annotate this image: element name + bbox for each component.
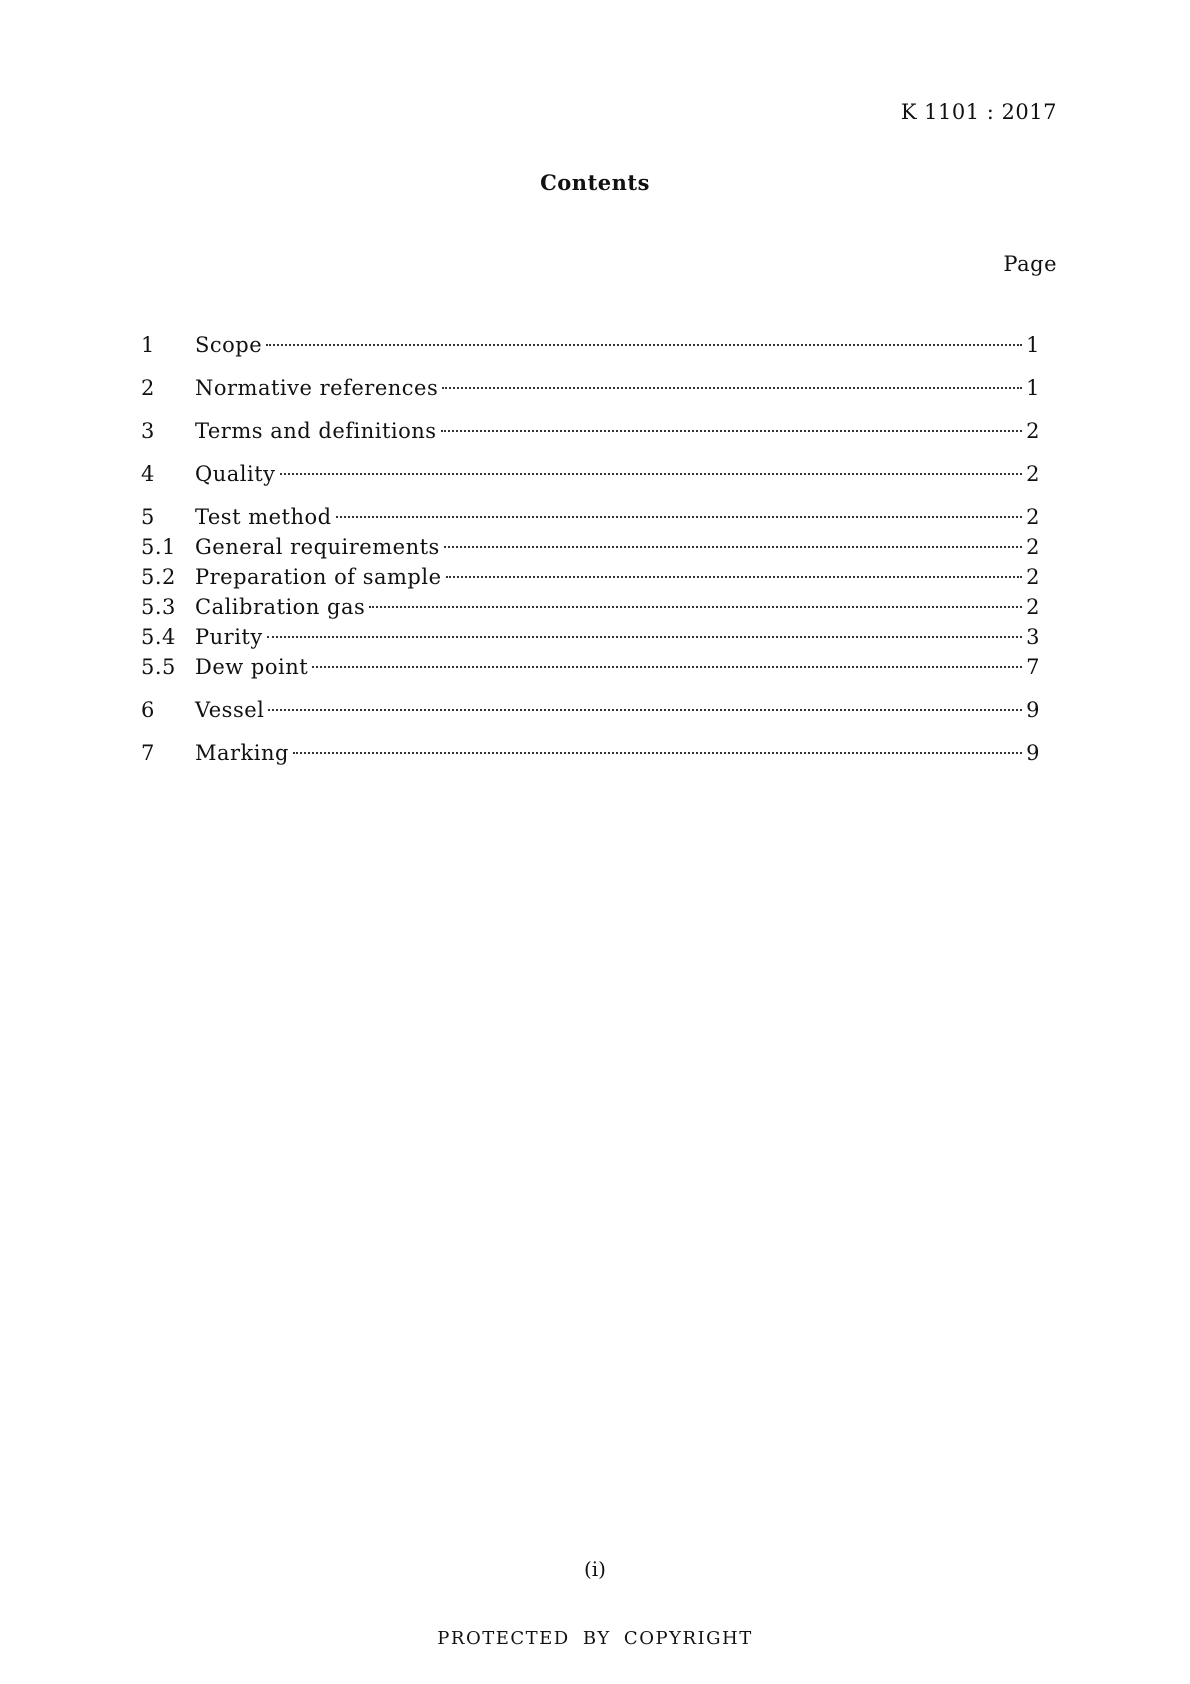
page-column-label: Page — [1003, 252, 1057, 276]
toc-entry-vessel[interactable] — [141, 695, 1040, 725]
toc-entry-page: 2 — [1026, 565, 1040, 589]
dot-leader — [446, 576, 1022, 578]
toc-entry-calibration-gas[interactable] — [141, 592, 1040, 622]
toc-entry-page: 7 — [1026, 655, 1040, 679]
toc-entry-page: 1 — [1026, 376, 1040, 400]
toc-entry-scope[interactable] — [141, 330, 1040, 360]
dot-leader — [280, 473, 1023, 475]
toc-entry-number: 2 — [141, 376, 155, 400]
toc-entry-title: Preparation of sample — [195, 565, 442, 589]
toc-entry-page: 2 — [1026, 505, 1040, 529]
toc-entry-number: 6 — [141, 698, 155, 722]
page-number: (i) — [583, 1557, 606, 1581]
dot-leader — [266, 344, 1022, 346]
toc-entry-test-method[interactable] — [141, 502, 1040, 532]
toc-entry-normative-references[interactable] — [141, 373, 1040, 403]
toc-entry-page: 2 — [1026, 595, 1040, 619]
toc-entry-number: 1 — [141, 333, 155, 357]
toc-entry-number: 4 — [141, 462, 155, 486]
toc-entry-title: Purity — [195, 625, 263, 649]
toc-entry-purity[interactable] — [141, 622, 1040, 652]
dot-leader — [444, 546, 1022, 548]
toc-entry-page: 9 — [1026, 698, 1040, 722]
toc-entry-general-requirements[interactable] — [141, 532, 1040, 562]
page-title: Contents — [540, 170, 650, 195]
toc-entry-title: Dew point — [195, 655, 309, 679]
toc-entry-page: 1 — [1026, 333, 1040, 357]
toc-entry-number: 5.4 — [141, 625, 176, 649]
toc-entry-terms-and-definitions[interactable] — [141, 416, 1040, 446]
toc-entry-number: 7 — [141, 741, 155, 765]
dot-leader — [442, 387, 1022, 389]
toc-entry-number: 5.1 — [141, 535, 176, 559]
toc-entry-page: 3 — [1026, 625, 1040, 649]
toc-entry-dew-point[interactable] — [141, 652, 1040, 682]
toc-entry-title: General requirements — [195, 535, 440, 559]
toc-entry-page: 2 — [1026, 462, 1040, 486]
toc-entry-page: 9 — [1026, 741, 1040, 765]
toc-entry-title: Test method — [195, 505, 332, 529]
toc-entry-marking[interactable] — [141, 738, 1040, 768]
toc-entry-title: Normative references — [195, 376, 439, 400]
dot-leader — [293, 752, 1022, 754]
dot-leader — [369, 606, 1022, 608]
toc-entry-number: 5.5 — [141, 655, 176, 679]
toc-entry-number: 5.2 — [141, 565, 176, 589]
dot-leader — [267, 636, 1022, 638]
dot-leader — [336, 516, 1022, 518]
toc-entry-title: Calibration gas — [195, 595, 366, 619]
dot-leader — [268, 709, 1022, 711]
toc-entry-title: Quality — [195, 462, 276, 486]
toc-entry-title: Vessel — [195, 698, 265, 722]
copyright-notice: PROTECTED BY COPYRIGHT — [437, 1628, 753, 1649]
toc-entry-quality[interactable] — [141, 459, 1040, 489]
toc-entry-preparation-of-sample[interactable] — [141, 562, 1040, 592]
dot-leader — [312, 666, 1022, 668]
toc-entry-title: Marking — [195, 741, 289, 765]
toc-entry-title: Scope — [195, 333, 263, 357]
toc-entry-number: 5.3 — [141, 595, 176, 619]
toc-entry-page: 2 — [1026, 419, 1040, 443]
toc-entry-number: 3 — [141, 419, 155, 443]
toc-entry-number: 5 — [141, 505, 155, 529]
dot-leader — [441, 430, 1022, 432]
document-id: K 1101 : 2017 — [900, 100, 1057, 124]
toc-entry-page: 2 — [1026, 535, 1040, 559]
table-of-contents — [141, 330, 1040, 768]
toc-entry-title: Terms and definitions — [195, 419, 437, 443]
